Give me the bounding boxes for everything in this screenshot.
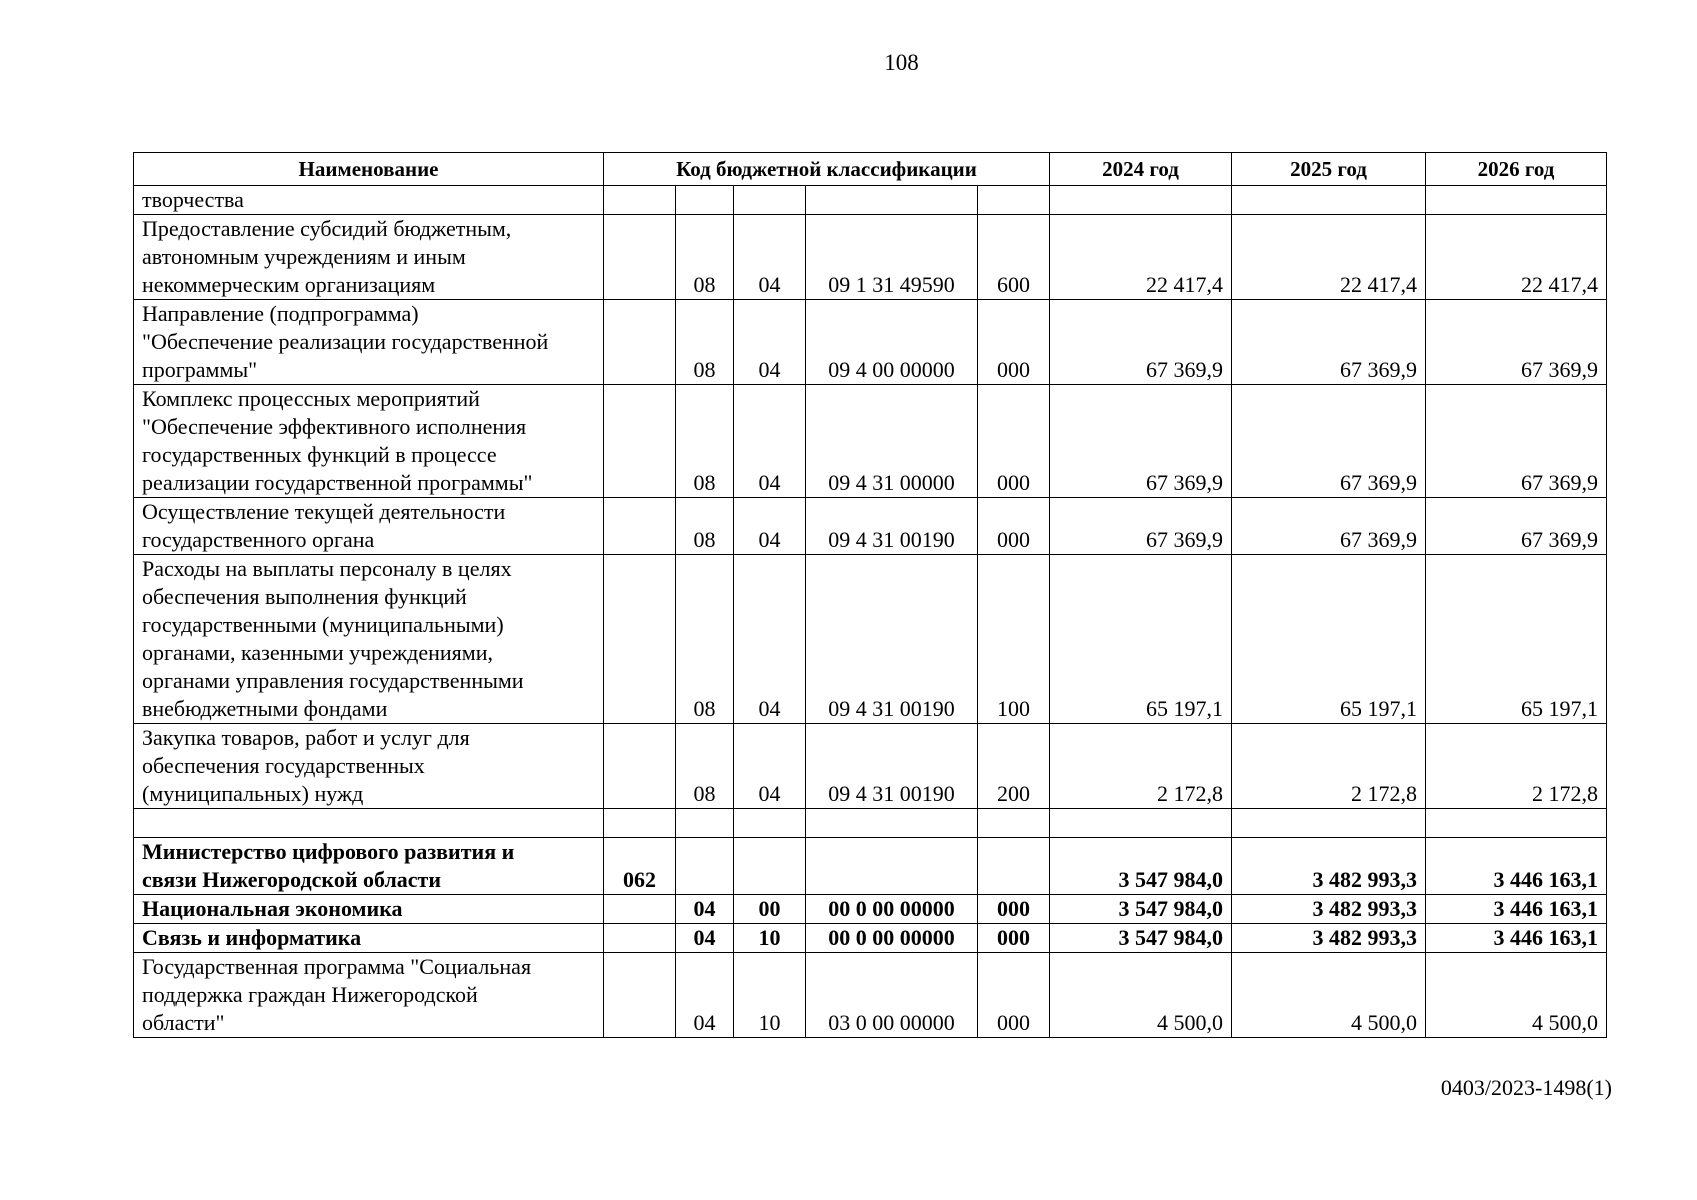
cell-amount-2026 — [1426, 809, 1607, 838]
cell-amount-2025: 2 172,8 — [1232, 724, 1426, 809]
cell-amount-2025: 65 197,1 — [1232, 555, 1426, 724]
cell-subsection-code: 10 — [734, 953, 806, 1038]
cell-expense-type-code: 100 — [978, 555, 1050, 724]
cell-expense-type-code: 000 — [978, 895, 1050, 924]
cell-amount-2025: 67 369,9 — [1232, 498, 1426, 555]
cell-amount-2025: 67 369,9 — [1232, 300, 1426, 385]
cell-section-code: 08 — [676, 300, 734, 385]
cell-ved-code — [604, 555, 676, 724]
cell-expense-type-code: 000 — [978, 300, 1050, 385]
header-2026: 2026 год — [1426, 153, 1607, 186]
cell-target-article-code: 09 4 00 00000 — [806, 300, 978, 385]
cell-amount-2026: 22 417,4 — [1426, 215, 1607, 300]
cell-amount-2024: 65 197,1 — [1050, 555, 1232, 724]
cell-ved-code — [604, 186, 676, 215]
cell-amount-2025: 3 482 993,3 — [1232, 895, 1426, 924]
cell-target-article-code: 09 4 31 00190 — [806, 555, 978, 724]
cell-ved-code — [604, 953, 676, 1038]
table-row — [134, 724, 1607, 809]
cell-amount-2026: 3 446 163,1 — [1426, 924, 1607, 953]
cell-subsection-code: 10 — [734, 924, 806, 953]
cell-amount-2025: 22 417,4 — [1232, 215, 1426, 300]
cell-subsection-code: 04 — [734, 555, 806, 724]
cell-expense-type-code — [978, 809, 1050, 838]
cell-target-article-code: 00 0 00 00000 — [806, 924, 978, 953]
header-2025: 2025 год — [1232, 153, 1426, 186]
cell-expense-type-code — [978, 838, 1050, 895]
table-row — [134, 498, 1607, 555]
cell-ved-code — [604, 895, 676, 924]
cell-ved-code: 062 — [604, 838, 676, 895]
cell-subsection-code: 04 — [734, 498, 806, 555]
cell-name: Государственная программа "Социальная поддержка граждан Нижегородской области" — [134, 953, 604, 1038]
cell-target-article-code: 09 1 31 49590 — [806, 215, 978, 300]
cell-section-code: 04 — [676, 953, 734, 1038]
table-row — [134, 555, 1607, 724]
cell-amount-2026: 67 369,9 — [1426, 385, 1607, 498]
cell-target-article-code — [806, 809, 978, 838]
cell-amount-2024: 3 547 984,0 — [1050, 895, 1232, 924]
cell-expense-type-code: 600 — [978, 215, 1050, 300]
cell-amount-2026: 2 172,8 — [1426, 724, 1607, 809]
cell-amount-2025 — [1232, 809, 1426, 838]
cell-target-article-code: 00 0 00 00000 — [806, 895, 978, 924]
cell-name: Направление (подпрограмма) "Обеспечение реализации государственной программы" — [134, 300, 604, 385]
table-row — [134, 300, 1607, 385]
cell-section-code: 08 — [676, 555, 734, 724]
cell-expense-type-code: 000 — [978, 924, 1050, 953]
document-id: 0403/2023-1498(1) — [1440, 1075, 1612, 1100]
cell-expense-type-code — [978, 186, 1050, 215]
cell-amount-2025: 67 369,9 — [1232, 385, 1426, 498]
cell-expense-type-code: 000 — [978, 385, 1050, 498]
cell-subsection-code — [734, 838, 806, 895]
cell-amount-2025: 3 482 993,3 — [1232, 924, 1426, 953]
cell-target-article-code: 09 4 31 00000 — [806, 385, 978, 498]
cell-ved-code — [604, 924, 676, 953]
cell-amount-2025: 4 500,0 — [1232, 953, 1426, 1038]
cell-amount-2024: 22 417,4 — [1050, 215, 1232, 300]
cell-target-article-code — [806, 186, 978, 215]
cell-target-article-code: 03 0 00 00000 — [806, 953, 978, 1038]
cell-name: Комплекс процессных мероприятий "Обеспечение эффективного исполнения государственных функций в процессе реализации государственной программы" — [134, 385, 604, 498]
cell-amount-2025: 3 482 993,3 — [1232, 838, 1426, 895]
cell-amount-2024: 2 172,8 — [1050, 724, 1232, 809]
cell-amount-2026 — [1426, 186, 1607, 215]
cell-section-code — [676, 838, 734, 895]
table-header-row — [134, 153, 1607, 186]
cell-name: Расходы на выплаты персоналу в целях обеспечения выполнения функций государственными (муниципальными) органами, казенными учреждениями, органами управления государственными внебюджетными фондами — [134, 555, 604, 724]
table-row — [134, 924, 1607, 953]
budget-table — [133, 152, 1607, 1038]
cell-name: Предоставление субсидий бюджетным, автономным учреждениям и иным некоммерческим организациям — [134, 215, 604, 300]
cell-section-code: 08 — [676, 498, 734, 555]
cell-amount-2024: 3 547 984,0 — [1050, 924, 1232, 953]
cell-section-code — [676, 186, 734, 215]
table-body — [134, 186, 1607, 1038]
cell-section-code: 08 — [676, 215, 734, 300]
cell-ved-code — [604, 724, 676, 809]
page-number: 108 — [884, 50, 919, 75]
cell-amount-2024: 4 500,0 — [1050, 953, 1232, 1038]
cell-amount-2024: 67 369,9 — [1050, 385, 1232, 498]
cell-section-code: 04 — [676, 895, 734, 924]
cell-amount-2024: 67 369,9 — [1050, 498, 1232, 555]
table-row — [134, 385, 1607, 498]
cell-amount-2026: 3 446 163,1 — [1426, 895, 1607, 924]
header-name: Наименование — [134, 153, 604, 186]
cell-section-code: 08 — [676, 724, 734, 809]
cell-section-code — [676, 809, 734, 838]
cell-section-code: 04 — [676, 924, 734, 953]
cell-amount-2026: 67 369,9 — [1426, 498, 1607, 555]
cell-ved-code — [604, 215, 676, 300]
cell-target-article-code: 09 4 31 00190 — [806, 498, 978, 555]
cell-subsection-code — [734, 809, 806, 838]
table-row — [134, 186, 1607, 215]
header-2024: 2024 год — [1050, 153, 1232, 186]
cell-expense-type-code: 200 — [978, 724, 1050, 809]
table-row — [134, 838, 1607, 895]
cell-name: творчества — [134, 186, 604, 215]
cell-amount-2025 — [1232, 186, 1426, 215]
cell-amount-2024: 67 369,9 — [1050, 300, 1232, 385]
header-code: Код бюджетной классификации — [604, 153, 1050, 186]
cell-subsection-code: 04 — [734, 724, 806, 809]
cell-subsection-code — [734, 186, 806, 215]
cell-amount-2024 — [1050, 809, 1232, 838]
cell-amount-2024 — [1050, 186, 1232, 215]
cell-name: Закупка товаров, работ и услуг для обеспечения государственных (муниципальных) нужд — [134, 724, 604, 809]
cell-ved-code — [604, 809, 676, 838]
table-row — [134, 895, 1607, 924]
cell-name: Связь и информатика — [134, 924, 604, 953]
cell-expense-type-code: 000 — [978, 953, 1050, 1038]
table-row — [134, 215, 1607, 300]
cell-amount-2026: 4 500,0 — [1426, 953, 1607, 1038]
cell-target-article-code: 09 4 31 00190 — [806, 724, 978, 809]
cell-amount-2026: 3 446 163,1 — [1426, 838, 1607, 895]
cell-ved-code — [604, 498, 676, 555]
cell-name — [134, 809, 604, 838]
cell-name: Министерство цифрового развития и связи Нижегородской области — [134, 838, 604, 895]
cell-name: Национальная экономика — [134, 895, 604, 924]
cell-target-article-code — [806, 838, 978, 895]
cell-amount-2026: 65 197,1 — [1426, 555, 1607, 724]
cell-section-code: 08 — [676, 385, 734, 498]
cell-amount-2026: 67 369,9 — [1426, 300, 1607, 385]
cell-ved-code — [604, 300, 676, 385]
cell-subsection-code: 04 — [734, 385, 806, 498]
cell-subsection-code: 04 — [734, 215, 806, 300]
cell-amount-2024: 3 547 984,0 — [1050, 838, 1232, 895]
cell-name: Осуществление текущей деятельности государственного органа — [134, 498, 604, 555]
cell-ved-code — [604, 385, 676, 498]
cell-subsection-code: 04 — [734, 300, 806, 385]
cell-expense-type-code: 000 — [978, 498, 1050, 555]
table-row — [134, 953, 1607, 1038]
table-row — [134, 809, 1607, 838]
cell-subsection-code: 00 — [734, 895, 806, 924]
